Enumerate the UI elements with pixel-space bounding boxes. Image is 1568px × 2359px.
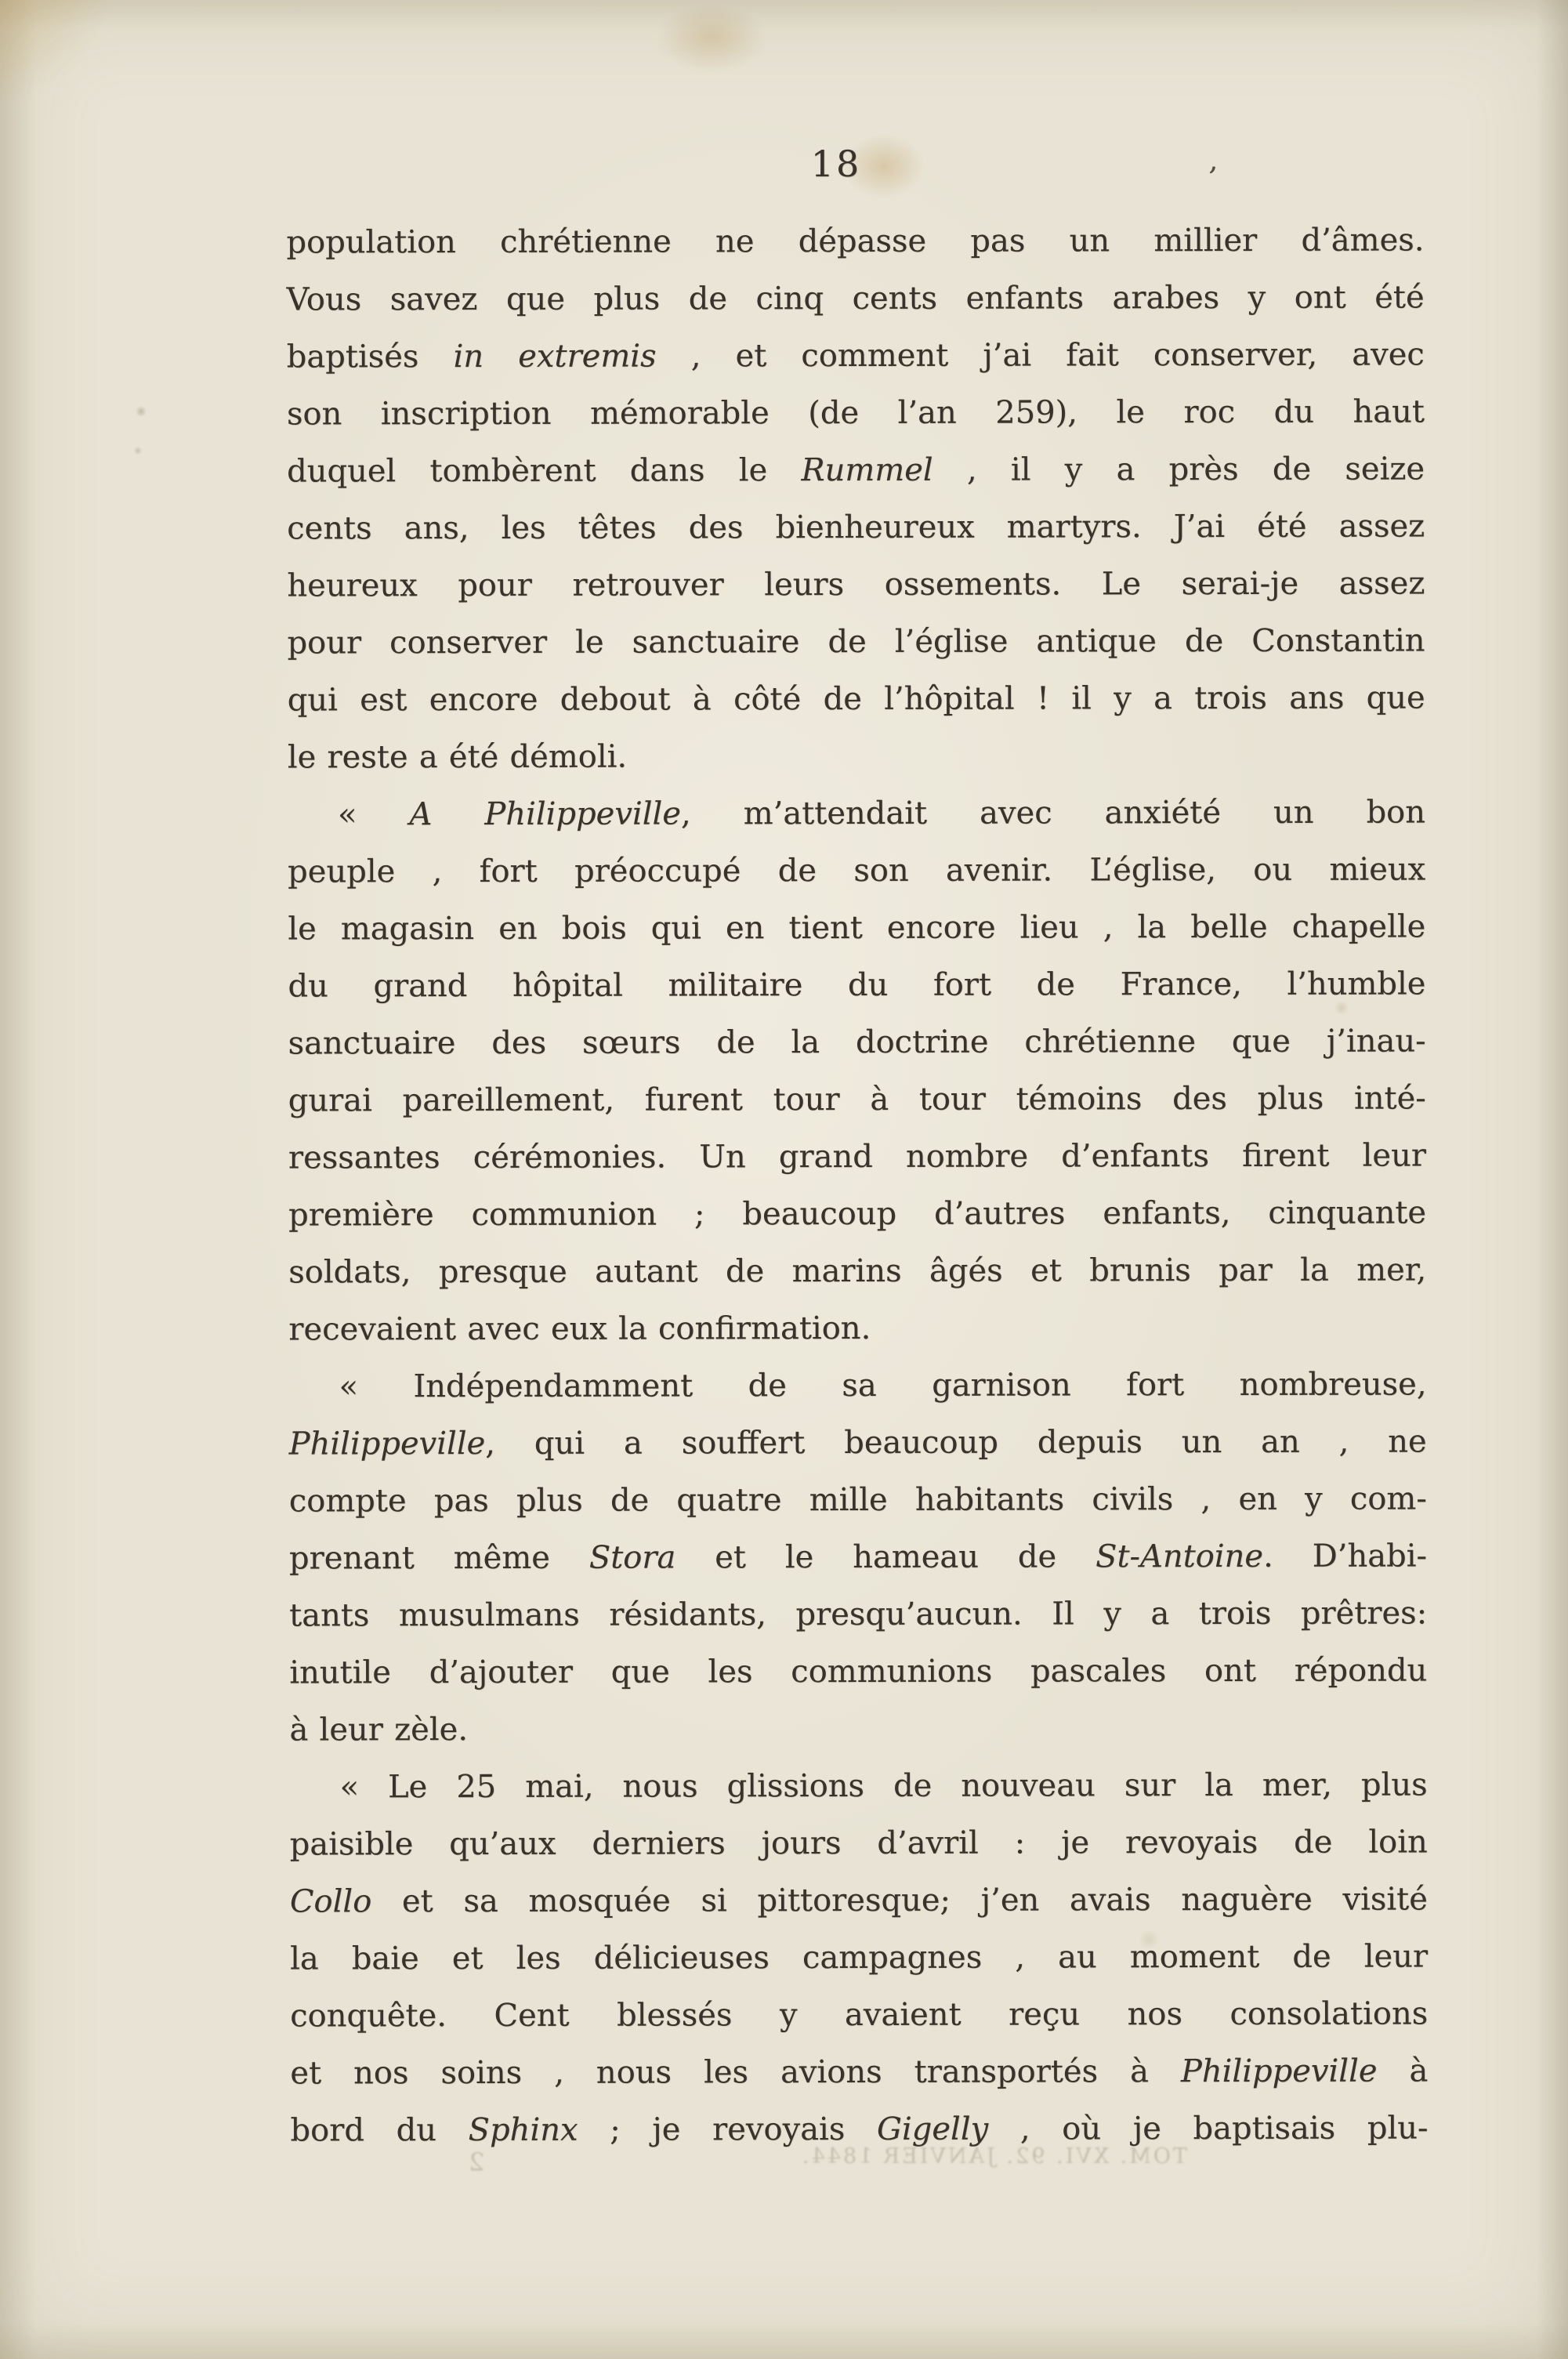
text-line bbox=[286, 212, 1424, 271]
text-line bbox=[289, 1413, 1427, 1473]
text: gurai pareillement, furent tour à tour témoins des plus inté- bbox=[288, 1080, 1426, 1119]
text: inutile d’ajouter que les communions pascales ont répondu bbox=[289, 1652, 1428, 1691]
text-line bbox=[287, 555, 1425, 614]
text-line bbox=[288, 669, 1425, 729]
text-block bbox=[286, 212, 1428, 2159]
text-line bbox=[289, 1470, 1427, 1530]
text: paisible qu’aux derniers jours d’avril : je revoyais de loin bbox=[289, 1824, 1428, 1863]
text: heureux pour retrouver leurs ossements. Le serai-je assez bbox=[287, 565, 1425, 604]
text-line bbox=[288, 955, 1425, 1015]
italic-text: St-Antoine bbox=[1095, 1538, 1264, 1575]
text: et sa mosquée si pittoresque; j’en avais naguère visité bbox=[371, 1881, 1428, 1920]
text: et nos soins , nous les avions transportés à bbox=[290, 2053, 1181, 2092]
text: , il y a près de seize bbox=[932, 451, 1425, 488]
italic-text: Gigelly bbox=[876, 2111, 989, 2147]
text: la baie et les délicieuses campagnes , au moment de leur bbox=[290, 1938, 1429, 1977]
text: peuple , fort préoccupé de son avenir. L’église, ou mieux bbox=[288, 851, 1426, 890]
text-line bbox=[289, 1527, 1427, 1587]
text: et le hameau de bbox=[675, 1538, 1096, 1576]
italic-text: Sphinx bbox=[468, 2111, 578, 2149]
text: à bbox=[1377, 2053, 1429, 2089]
text: population chrétienne ne dépasse pas un millier d’âmes. bbox=[286, 222, 1425, 261]
text: ressantes cérémonies. Un grand nombre d’enfants firent leur bbox=[288, 1137, 1426, 1176]
text: tants musulmans résidants, presqu’aucun. Il y a trois prêtres: bbox=[289, 1595, 1428, 1634]
text: Vous savez que plus de cinq cents enfants arabes y ont été bbox=[286, 279, 1425, 318]
text: son inscription mémorable (de l’an 259), le roc du haut bbox=[286, 393, 1425, 433]
paragraph bbox=[288, 784, 1427, 1358]
text-line bbox=[290, 1871, 1428, 1930]
text: sanctuaire des sœurs de la doctrine chrétienne que j’inau- bbox=[288, 1023, 1426, 1062]
text-line bbox=[288, 1184, 1426, 1244]
text-line bbox=[287, 612, 1425, 672]
paragraph bbox=[286, 212, 1425, 786]
text-line bbox=[290, 1756, 1428, 1816]
paragraph bbox=[288, 1356, 1427, 1759]
text-line bbox=[287, 440, 1425, 500]
text: duquel tombèrent dans le bbox=[287, 452, 802, 490]
text: « Le 25 mai, nous glissions de nouveau sur la mer, plus bbox=[339, 1767, 1428, 1806]
text: conquête. Cent blessés y avaient reçu nos consolations bbox=[290, 1995, 1429, 2035]
text-line bbox=[287, 326, 1425, 386]
text: bord du bbox=[290, 2112, 469, 2149]
text-line bbox=[287, 498, 1425, 557]
text-line bbox=[288, 784, 1425, 843]
text-line bbox=[289, 1699, 1427, 1759]
text-line bbox=[290, 1985, 1428, 2045]
text-line bbox=[287, 383, 1425, 443]
text: prenant même bbox=[288, 1539, 589, 1577]
text: qui est encore debout à côté de l’hôpital ! il y a trois ans que bbox=[287, 679, 1425, 719]
text-line bbox=[288, 1127, 1426, 1187]
text-line bbox=[288, 1356, 1426, 1415]
show-through-signature-mark: 2 bbox=[469, 2147, 485, 2177]
text-line bbox=[288, 1241, 1426, 1301]
text: . D’habi- bbox=[1263, 1538, 1428, 1574]
text-line bbox=[290, 2042, 1428, 2102]
text: « Indépendamment de sa garnison fort nombreuse, bbox=[339, 1366, 1427, 1405]
text-line bbox=[288, 1013, 1426, 1072]
text: « bbox=[337, 796, 410, 833]
text-line bbox=[289, 1585, 1427, 1644]
text: première communion ; beaucoup d’autres enfants, cinquante bbox=[288, 1194, 1427, 1234]
text: ; je revoyais bbox=[578, 2111, 878, 2148]
paragraph bbox=[290, 1756, 1429, 2159]
show-through-footer-text: TOM. XVI. 92. JANVIER 1844. bbox=[799, 2144, 1188, 2169]
text: , m’attendait avec anxiété un bon bbox=[680, 794, 1426, 832]
italic-text: A Philippeville bbox=[409, 795, 682, 833]
page-number: 18 bbox=[810, 143, 862, 185]
text: soldats, presque autant de marins âgés et brunis par la mer, bbox=[288, 1252, 1427, 1291]
text: compte pas plus de quatre mille habitants civils , en y com- bbox=[288, 1480, 1427, 1520]
text: , et comment j’ai fait conserver, avec bbox=[656, 336, 1425, 375]
italic-text: in extremis bbox=[453, 338, 657, 375]
text: du grand hôpital militaire du fort de France, l’humble bbox=[288, 966, 1426, 1005]
text-line bbox=[290, 1814, 1428, 1873]
text: , où je baptisais plu- bbox=[988, 2110, 1429, 2147]
text: , qui a souffert beaucoup depuis un an , ne bbox=[485, 1423, 1427, 1462]
text-line bbox=[288, 1070, 1426, 1129]
text: à leur zèle. bbox=[289, 1712, 469, 1748]
text-line bbox=[288, 841, 1425, 900]
ink-speck: ’ bbox=[1204, 160, 1219, 196]
text-line bbox=[288, 727, 1425, 786]
text-line bbox=[288, 1299, 1426, 1358]
italic-text: Collo bbox=[289, 1883, 372, 1920]
italic-text: Philippeville bbox=[1180, 2053, 1378, 2090]
text-line bbox=[289, 1642, 1427, 1701]
text-line bbox=[287, 269, 1425, 328]
italic-text: Philippeville bbox=[288, 1425, 486, 1462]
text: baptisés bbox=[286, 339, 454, 375]
italic-text: Stora bbox=[588, 1539, 676, 1576]
text-line bbox=[290, 1928, 1428, 1988]
text: cents ans, les têtes des bienheureux martyrs. J’ai été assez bbox=[287, 508, 1425, 547]
text: recevaient avec eux la confirmation. bbox=[288, 1310, 871, 1348]
text: pour conserver le sanctuaire de l’église antique de Constantin bbox=[287, 622, 1425, 661]
italic-text: Rummel bbox=[801, 451, 933, 489]
text: le reste a été démoli. bbox=[287, 738, 628, 776]
text-line bbox=[288, 898, 1425, 958]
text: le magasin en bois qui en tient encore lieu , la belle chapelle bbox=[288, 908, 1426, 948]
